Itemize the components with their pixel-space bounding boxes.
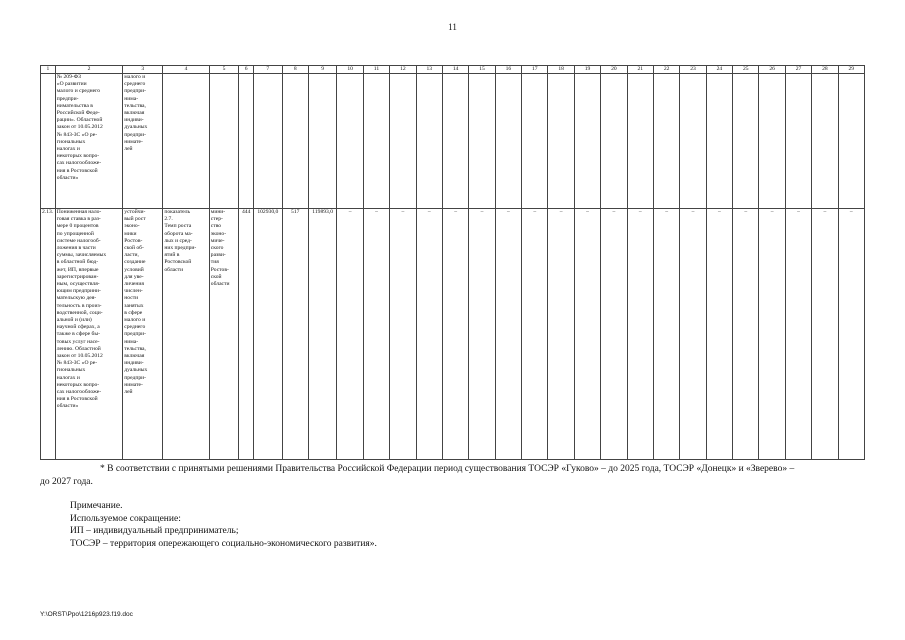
dash-cell: – (416, 209, 442, 460)
column-header: 14 (442, 66, 468, 74)
dash-cell: – (548, 209, 574, 460)
empty-cell (785, 74, 811, 209)
empty-cell (680, 74, 706, 209)
column-header: 9 (308, 66, 336, 74)
dash-cell: – (812, 209, 838, 460)
column-header: 20 (601, 66, 627, 74)
column-header: 24 (706, 66, 732, 74)
column-header: 28 (812, 66, 838, 74)
empty-cell (308, 74, 336, 209)
empty-cell (548, 74, 574, 209)
value-cell: 119893,0 (308, 209, 336, 460)
dash-cell: – (469, 209, 495, 460)
dash-cell: – (363, 209, 389, 460)
dash-cell: – (574, 209, 600, 460)
dash-cell: – (495, 209, 521, 460)
column-header: 21 (627, 66, 653, 74)
column-header: 19 (574, 66, 600, 74)
empty-cell (363, 74, 389, 209)
legal-basis-cell: № 209-ФЗ «О развитии малого и среднего предпри- нимательства в Российской Феде- рации». Областной закон от 10.05.2012 № 843-ЗС «О ре- гиональных налогах и некоторых вопро- сах налогообложе- ния в Ростовской области» (55, 74, 123, 209)
dash-cell: – (785, 209, 811, 460)
empty-cell (601, 74, 627, 209)
column-header: 26 (759, 66, 785, 74)
empty-cell (442, 74, 468, 209)
empty-cell (574, 74, 600, 209)
abbreviation-ip: ИП – индивидуальный предприниматель; (70, 526, 239, 536)
dash-cell: – (653, 209, 679, 460)
empty-cell (812, 74, 838, 209)
value-cell: 444 (239, 209, 254, 460)
curator-cell (209, 74, 239, 209)
empty-cell (416, 74, 442, 209)
dash-cell: – (680, 209, 706, 460)
column-header: 22 (653, 66, 679, 74)
notes-block (70, 500, 377, 550)
dash-cell: – (390, 209, 416, 460)
column-header: 11 (363, 66, 389, 74)
curator-cell: мини- стер- ство эконо- миче- ского разви- тия Ростов- ской области (209, 209, 239, 460)
column-header: 12 (390, 66, 416, 74)
file-path: Y:\ORST\Ppo\1216p923.f19.doc (40, 611, 133, 618)
column-header: 16 (495, 66, 521, 74)
empty-cell (759, 74, 785, 209)
empty-cell (469, 74, 495, 209)
goal-cell: малого и среднего предпри- нима- тельства, включая индиви- дуальных предпри- нимате- лей (123, 74, 163, 209)
indicator-cell: показатель 2.7. Темп роста оборота ма- лых и сред- них предпри- ятий в Ростовской области (163, 209, 209, 460)
dash-cell: – (337, 209, 363, 460)
column-header: 2 (55, 66, 123, 74)
empty-cell (733, 74, 759, 209)
column-header: 23 (680, 66, 706, 74)
column-header: 1 (41, 66, 56, 74)
column-header: 4 (163, 66, 209, 74)
table-row-2-13 (41, 209, 865, 460)
empty-cell (838, 74, 864, 209)
column-header: 3 (123, 66, 163, 74)
empty-cell (254, 74, 282, 209)
empty-cell (239, 74, 254, 209)
empty-cell (653, 74, 679, 209)
notes-title: Примечание. (70, 501, 123, 511)
empty-cell (706, 74, 732, 209)
empty-cell (495, 74, 521, 209)
column-header: 25 (733, 66, 759, 74)
dash-cell: – (601, 209, 627, 460)
value-cell: 102930,0 (254, 209, 282, 460)
page-number: 11 (448, 22, 457, 32)
column-header: 13 (416, 66, 442, 74)
dash-cell: – (838, 209, 864, 460)
abbreviation-toser: ТОСЭР – территория опережающего социально-экономического развития». (70, 538, 377, 549)
column-header: 29 (838, 66, 864, 74)
benefit-description-cell: Пониженная нало- говая ставка в раз- мере 0 процентов по упрощенной системе налогооб- ложения в части суммы, зачисляемых в областной бюд- жет, ИП, впервые зарегистрирован- ным, осуществля- ющим предприни- мательскую дея- тельность в произ- водственной, соци- альной и (или) научной сферах, а также в сфере бы- товых услуг насе- лению. Областной закон от 10.05.2012 № 843-ЗС «О ре- гиональных налогах и некоторых вопро- сах налогообложе- ния в Ростовской области» (55, 209, 123, 460)
empty-cell (627, 74, 653, 209)
row-number-cell (41, 74, 56, 209)
empty-cell (337, 74, 363, 209)
dash-cell: – (733, 209, 759, 460)
row-number-cell: 2.13. (41, 209, 56, 460)
dash-cell: – (759, 209, 785, 460)
dash-cell: – (706, 209, 732, 460)
table-row-continuation (41, 74, 865, 209)
column-header: 6 (239, 66, 254, 74)
footnote (40, 463, 870, 488)
column-header: 18 (548, 66, 574, 74)
footnote-line-1: * В соответствии с принятыми решениями Правительства Российской Федерации период существования ТОСЭР «Гуково» – до 2025 года, ТОСЭР «Донецк» и «Зверево» – (100, 464, 795, 474)
column-header: 17 (522, 66, 548, 74)
empty-cell (522, 74, 548, 209)
column-header: 27 (785, 66, 811, 74)
column-header: 5 (209, 66, 239, 74)
footnote-line-2: до 2027 года. (40, 476, 93, 487)
indicators-table (40, 65, 865, 460)
column-header: 8 (282, 66, 308, 74)
dash-cell: – (442, 209, 468, 460)
dash-cell: – (522, 209, 548, 460)
dash-cell: – (627, 209, 653, 460)
column-number-row (41, 66, 865, 74)
empty-cell (282, 74, 308, 209)
column-header: 7 (254, 66, 282, 74)
goal-cell: устойчи- вый рост эконо- мики Ростов- ской об- ласти, создание условий для уве- личения числен- ности занятых в сфере малого и среднего предпри- нима- тельства, включая индиви- дуальных предпри- нимате- лей (123, 209, 163, 460)
column-header: 15 (469, 66, 495, 74)
column-header: 10 (337, 66, 363, 74)
empty-cell (390, 74, 416, 209)
indicator-cell (163, 74, 209, 209)
value-cell: 517 (282, 209, 308, 460)
notes-subtitle: Используемое сокращение: (70, 513, 181, 524)
